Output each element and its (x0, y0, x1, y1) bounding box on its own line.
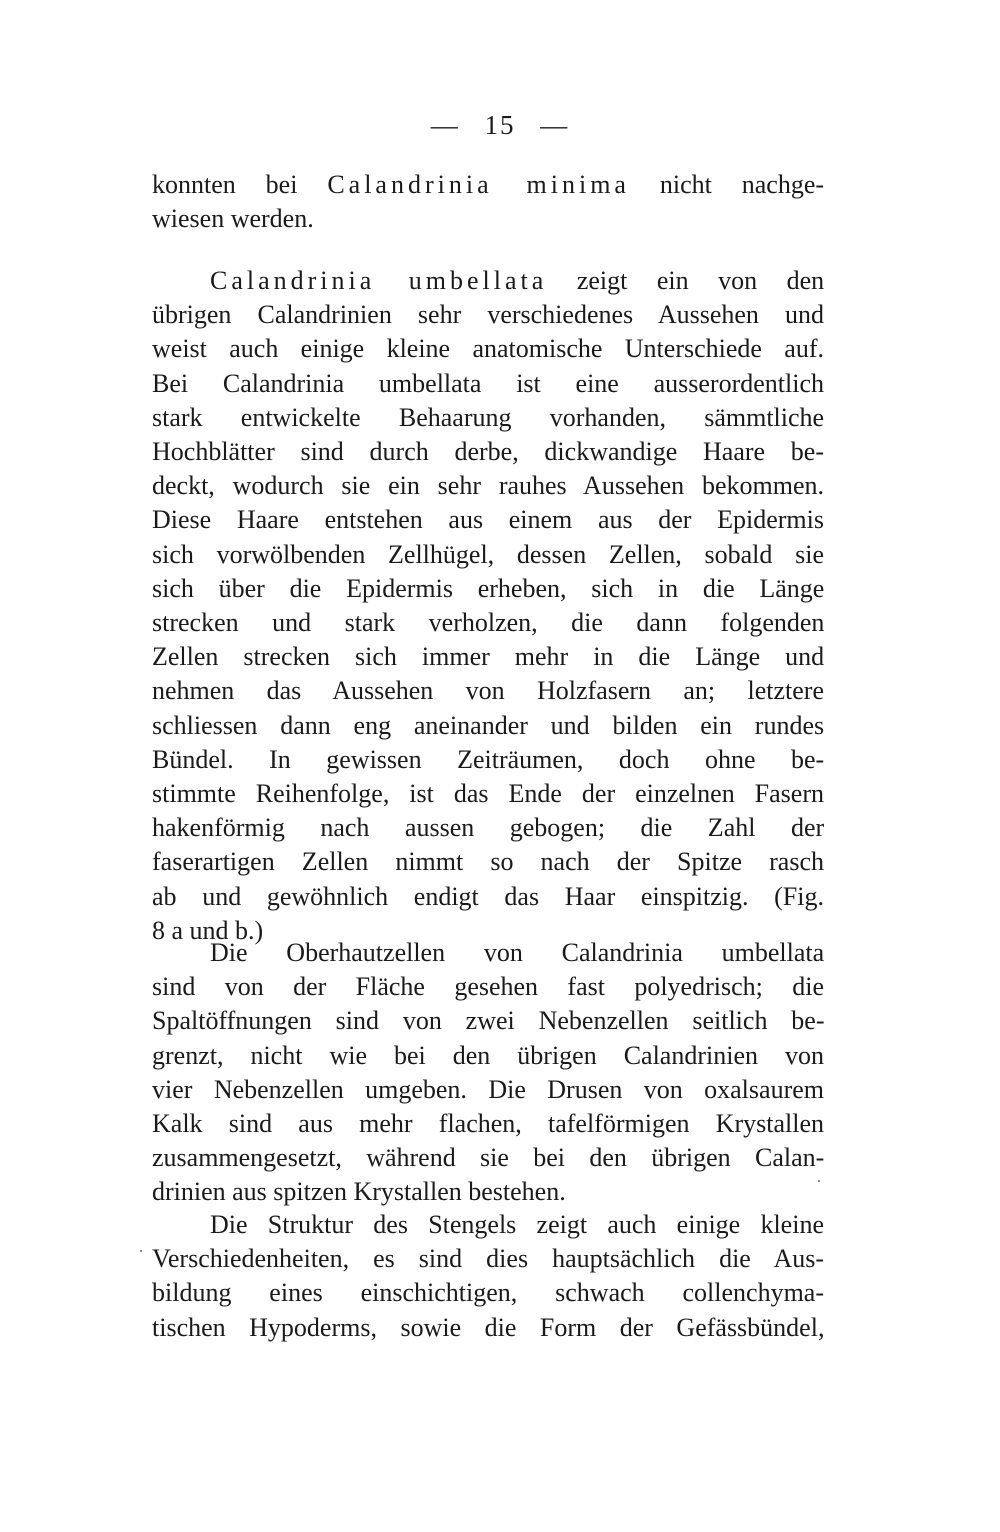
text-line: Kalk sind aus mehr flachen, tafelförmigen Krystallen (152, 1109, 824, 1139)
species-name: Calandrinia minima (327, 170, 630, 199)
text-line: drinien aus spitzen Krystallen bestehen. (152, 1177, 566, 1207)
text-line: Zellen strecken sich immer mehr in die Länge und (152, 642, 825, 672)
text-line: Bündel. In gewissen Zeiträumen, doch ohne be- (152, 744, 825, 774)
text-line: tischen Hypoderms, sowie die Form der Gefässbündel, (152, 1312, 825, 1342)
text-line: vier Nebenzellen umgeben. Die Drusen von oxalsaurem (152, 1074, 824, 1104)
paragraph-1 (152, 168, 824, 236)
text-line: sind von der Fläche gesehen fast polyedrisch; die (152, 972, 824, 1002)
text-line: faserartigen Zellen nimmt so nach der Spitze rasch (152, 847, 824, 877)
paragraph-2 (152, 264, 824, 948)
text-line: ab und gewöhnlich endigt das Haar einspitzig. (Fig. (152, 881, 824, 911)
text-line: hakenförmig nach aussen gebogen; die Zahl der (152, 813, 825, 843)
text-line: konnten bei Calandrinia minima nicht nachge- (152, 170, 825, 199)
page-number: — 15 — (430, 110, 570, 140)
text-line: bildung eines einschichtigen, schwach collenchyma- (152, 1278, 824, 1308)
paper-speck (140, 1250, 142, 1252)
text-line: Die Oberhautzellen von Calandrinia umbellata (210, 938, 825, 967)
paragraph-4 (152, 1208, 824, 1345)
text-line: 8 a und b.) (152, 915, 264, 945)
text-line: Verschiedenheiten, es sind dies hauptsächlich die Aus- (152, 1244, 824, 1274)
text-line: strecken und stark verholzen, die dann folgenden (152, 608, 825, 638)
text-line: grenzt, nicht wie bei den übrigen Calandrinien von (152, 1040, 824, 1070)
text-line: Spaltöffnungen sind von zwei Nebenzellen seitlich be- (152, 1006, 825, 1036)
text-line: Bei Calandrinia umbellata ist eine ausserordentlich (152, 368, 824, 398)
text-line: weist auch einige kleine anatomische Unterschiede auf. (152, 334, 824, 364)
text-line: zusammengesetzt, während sie bei den übrigen Calan- (152, 1143, 825, 1173)
text-line: deckt, wodurch sie ein sehr rauhes Aussehen bekommen. (152, 471, 824, 501)
text-line: Calandrinia umbellata zeigt ein von den (210, 266, 825, 295)
text-line: stark entwickelte Behaarung vorhanden, sämmtliche (152, 402, 825, 432)
text-line: Diese Haare entstehen aus einem aus der Epidermis (152, 505, 824, 535)
paragraph-3 (152, 936, 824, 1210)
text-line: sich vorwölbenden Zellhügel, dessen Zellen, sobald sie (152, 539, 824, 569)
text-line: stimmte Reihenfolge, ist das Ende der einzelnen Fasern (152, 779, 824, 809)
text-line: nehmen das Aussehen von Holzfasern an; letztere (152, 676, 824, 706)
paper-speck (818, 1180, 820, 1182)
text-line: Die Struktur des Stengels zeigt auch einige kleine (210, 1210, 824, 1239)
text-line: Hochblätter sind durch derbe, dickwandige Haare be- (152, 437, 824, 467)
text-line: übrigen Calandrinien sehr verschiedenes Aussehen und (152, 300, 825, 330)
text-line: schliessen dann eng aneinander und bilden ein rundes (152, 710, 825, 740)
text-line: wiesen werden. (152, 204, 314, 234)
species-name: Calandrinia umbellata (210, 266, 548, 295)
text-line: sich über die Epidermis erheben, sich in die Länge (152, 573, 825, 603)
